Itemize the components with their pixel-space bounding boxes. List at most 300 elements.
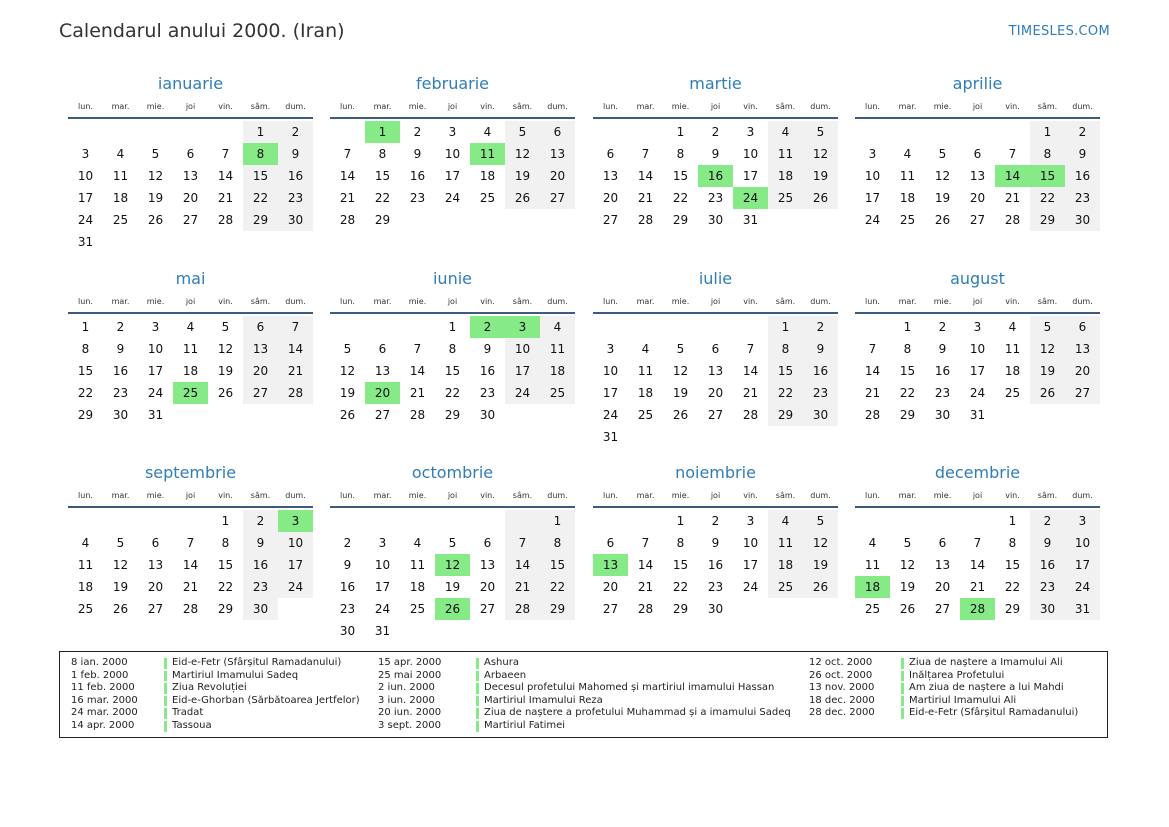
day-cell: 8	[448, 342, 457, 356]
month-title: noiembrie	[675, 463, 756, 482]
weekday-label: sâm.	[1037, 297, 1058, 306]
weekday-header	[593, 295, 838, 309]
day-cell: 16	[1030, 554, 1065, 576]
weekday-label: vin.	[218, 491, 233, 500]
day-cell: 1	[768, 316, 803, 338]
weekday-label: joi	[972, 102, 983, 111]
day-cell: 27	[969, 213, 986, 227]
weekday-label: mar.	[898, 297, 917, 306]
day-cell: 15	[768, 360, 803, 382]
day-cell: 1	[540, 510, 575, 532]
day-cell: 17	[742, 558, 759, 572]
legend-holiday-name: Ashura	[484, 657, 519, 668]
day-cell: 11	[409, 558, 426, 572]
empty-cell	[400, 316, 435, 338]
weekday-label: vin.	[480, 491, 495, 500]
legend-date: 24 mar. 2000	[71, 707, 138, 719]
month-title: decembrie	[934, 463, 1021, 482]
day-cell: 11	[768, 143, 803, 165]
day-grid	[330, 316, 575, 426]
day-cell: 2	[803, 316, 838, 338]
empty-cell	[733, 316, 768, 338]
legend-holiday-name: Eid-e-Fetr (Sfârșitul Ramadanului)	[172, 657, 342, 668]
day-cell: 30	[1030, 598, 1065, 620]
day-cell: 28	[742, 408, 759, 422]
holiday-day-cell: 14	[995, 165, 1030, 187]
day-cell: 29	[540, 598, 575, 620]
day-cell: 3	[973, 320, 982, 334]
day-cell: 10	[742, 536, 759, 550]
day-cell: 30	[707, 213, 724, 227]
day-cell: 23	[707, 580, 724, 594]
day-cell: 27	[707, 408, 724, 422]
weekday-label: lun.	[78, 102, 93, 111]
day-cell: 12	[505, 143, 540, 165]
day-cell: 19	[339, 386, 356, 400]
month-title: octombrie	[411, 463, 494, 482]
day-cell: 3	[868, 147, 877, 161]
day-grid	[593, 316, 838, 448]
holiday-color-marker	[901, 708, 904, 719]
day-cell: 22	[540, 576, 575, 598]
empty-cell	[925, 121, 960, 143]
day-cell: 4	[483, 125, 492, 139]
empty-cell	[278, 598, 313, 620]
day-cell: 19	[672, 386, 689, 400]
day-cell: 23	[479, 386, 496, 400]
legend-date: 16 mar. 2000	[71, 694, 138, 706]
day-cell: 23	[409, 191, 426, 205]
day-cell: 17	[864, 191, 881, 205]
holiday-day-cell: 28	[960, 598, 995, 620]
day-cell: 4	[768, 121, 803, 143]
day-cell: 13	[707, 364, 724, 378]
day-cell: 30	[934, 408, 951, 422]
day-cell: 31	[147, 408, 164, 422]
empty-cell	[470, 510, 505, 532]
empty-cell	[400, 510, 435, 532]
day-cell: 22	[672, 191, 689, 205]
day-cell: 4	[1008, 320, 1017, 334]
day-cell: 18	[768, 165, 803, 187]
day-cell: 15	[1004, 558, 1021, 572]
empty-cell	[208, 404, 243, 426]
weekday-header	[330, 100, 575, 114]
day-cell: 10	[969, 342, 986, 356]
day-cell: 30	[479, 408, 496, 422]
day-cell: 16	[409, 169, 426, 183]
legend-holiday-name: Tassoua	[172, 719, 212, 731]
holiday-day-cell: 15	[1030, 165, 1065, 187]
day-cell: 1	[448, 320, 457, 334]
day-cell: 19	[217, 364, 234, 378]
day-cell: 2	[278, 121, 313, 143]
weekday-label: mar.	[636, 102, 655, 111]
empty-cell	[365, 510, 400, 532]
day-cell: 7	[973, 536, 982, 550]
day-cell: 26	[339, 408, 356, 422]
day-cell: 4	[413, 536, 422, 550]
day-cell: 7	[1008, 147, 1017, 161]
month-martie	[593, 73, 838, 231]
weekday-label: vin.	[1005, 491, 1020, 500]
legend-holiday-name: Ziua de naștere a profetului Muhammad și a imamului Sadeq	[484, 707, 791, 719]
weekday-header	[330, 295, 575, 309]
empty-cell	[663, 316, 698, 338]
day-cell: 15	[444, 364, 461, 378]
day-cell: 22	[77, 386, 94, 400]
empty-cell	[995, 404, 1030, 426]
day-cell: 31	[374, 624, 391, 638]
empty-cell	[628, 426, 663, 448]
day-cell: 27	[602, 213, 619, 227]
weekday-label: sâm.	[775, 491, 796, 500]
day-cell: 6	[1065, 316, 1100, 338]
day-cell: 21	[637, 191, 654, 205]
empty-cell	[505, 510, 540, 532]
weekday-label: joi	[972, 491, 983, 500]
empty-cell	[243, 231, 278, 253]
day-cell: 22	[768, 382, 803, 404]
day-cell: 11	[77, 558, 94, 572]
day-cell: 14	[339, 169, 356, 183]
holiday-day-cell: 3	[505, 316, 540, 338]
day-cell: 30	[339, 624, 356, 638]
month-august	[855, 268, 1100, 426]
day-cell: 16	[339, 580, 356, 594]
empty-cell	[103, 121, 138, 143]
day-grid	[68, 121, 313, 253]
weekday-label: dum.	[285, 297, 306, 306]
day-cell: 10	[444, 147, 461, 161]
day-cell: 31	[1065, 598, 1100, 620]
weekday-label: mar.	[111, 102, 130, 111]
legend-date: 18 dec. 2000	[809, 694, 875, 706]
weekday-label: vin.	[743, 297, 758, 306]
empty-cell	[593, 121, 628, 143]
empty-cell	[470, 620, 505, 642]
weekday-label: lun.	[340, 491, 355, 500]
day-cell: 9	[243, 532, 278, 554]
day-cell: 19	[1030, 360, 1065, 382]
weekday-label: dum.	[1072, 297, 1093, 306]
empty-cell	[890, 510, 925, 532]
day-cell: 8	[221, 536, 230, 550]
day-cell: 25	[864, 602, 881, 616]
site-logo-link[interactable]: TIMESLES.COM	[1008, 24, 1110, 39]
weekday-label: lun.	[865, 491, 880, 500]
weekday-label: vin.	[218, 297, 233, 306]
day-cell: 27	[540, 187, 575, 209]
day-grid	[68, 316, 313, 426]
day-cell: 25	[1004, 386, 1021, 400]
day-cell: 14	[182, 558, 199, 572]
empty-cell	[768, 209, 803, 231]
day-cell: 1	[81, 320, 90, 334]
day-cell: 16	[1065, 165, 1100, 187]
day-cell: 5	[803, 510, 838, 532]
day-cell: 12	[803, 143, 838, 165]
day-cell: 13	[540, 143, 575, 165]
day-cell: 6	[151, 536, 160, 550]
empty-cell	[505, 209, 540, 231]
empty-cell	[1065, 404, 1100, 426]
legend-col2-dates	[378, 657, 441, 733]
day-cell: 5	[676, 342, 685, 356]
weekday-label: lun.	[78, 491, 93, 500]
day-cell: 1	[1008, 514, 1017, 528]
day-cell: 17	[147, 364, 164, 378]
weekday-label: dum.	[285, 102, 306, 111]
weekday-label: vin.	[743, 491, 758, 500]
day-cell: 24	[147, 386, 164, 400]
day-cell: 15	[77, 364, 94, 378]
day-cell: 10	[864, 169, 881, 183]
day-cell: 19	[505, 165, 540, 187]
day-cell: 8	[1008, 536, 1017, 550]
holiday-color-marker	[164, 658, 167, 669]
day-cell: 6	[186, 147, 195, 161]
day-cell: 3	[81, 147, 90, 161]
holiday-day-cell: 8	[243, 143, 278, 165]
day-cell: 10	[602, 364, 619, 378]
weekday-label: sâm.	[512, 102, 533, 111]
legend-holiday-name: Martiriul Imamului Sadeq	[172, 669, 299, 681]
day-cell: 28	[339, 213, 356, 227]
weekday-label: lun.	[865, 297, 880, 306]
day-cell: 17	[505, 360, 540, 382]
weekday-label: lun.	[603, 491, 618, 500]
day-cell: 25	[77, 602, 94, 616]
day-cell: 6	[606, 147, 615, 161]
weekday-header	[68, 295, 313, 309]
day-cell: 15	[672, 169, 689, 183]
legend-holiday-name: Martiriul Imamului Ali	[909, 694, 1017, 706]
day-grid	[855, 316, 1100, 426]
empty-cell	[505, 620, 540, 642]
month-title: ianuarie	[157, 74, 224, 93]
day-cell: 25	[768, 576, 803, 598]
holiday-day-cell: 24	[733, 187, 768, 209]
legend-col1-names	[172, 657, 360, 733]
day-cell: 19	[803, 554, 838, 576]
weekday-label: lun.	[340, 102, 355, 111]
holiday-color-marker	[901, 671, 904, 682]
day-cell: 24	[602, 408, 619, 422]
empty-cell	[768, 598, 803, 620]
weekday-label: mar.	[111, 491, 130, 500]
holiday-day-cell: 18	[855, 576, 890, 598]
page-title: Calendarul anului 2000. (Iran)	[59, 20, 345, 42]
header-divider	[68, 117, 313, 119]
weekday-label: joi	[447, 297, 458, 306]
weekday-label: dum.	[547, 297, 568, 306]
day-cell: 11	[637, 364, 654, 378]
empty-cell	[960, 510, 995, 532]
weekday-header	[593, 489, 838, 503]
day-cell: 10	[1065, 532, 1100, 554]
holiday-day-cell: 26	[435, 598, 470, 620]
day-cell: 14	[637, 558, 654, 572]
day-cell: 5	[938, 147, 947, 161]
day-cell: 8	[903, 342, 912, 356]
day-cell: 9	[1065, 143, 1100, 165]
weekday-label: joi	[710, 102, 721, 111]
day-cell: 3	[1065, 510, 1100, 532]
day-cell: 18	[899, 191, 916, 205]
legend-col2-names	[484, 657, 791, 733]
day-cell: 24	[969, 386, 986, 400]
legend-date: 12 oct. 2000	[809, 657, 873, 668]
empty-cell	[628, 510, 663, 532]
month-title: martie	[689, 74, 742, 93]
legend-date: 3 iun. 2000	[378, 694, 435, 706]
day-cell: 9	[278, 143, 313, 165]
day-cell: 22	[899, 386, 916, 400]
empty-cell	[803, 209, 838, 231]
day-cell: 20	[969, 191, 986, 205]
day-cell: 3	[151, 320, 160, 334]
holiday-day-cell: 3	[278, 510, 313, 532]
day-cell: 17	[602, 386, 619, 400]
empty-cell	[628, 316, 663, 338]
day-cell: 12	[112, 558, 129, 572]
day-cell: 14	[864, 364, 881, 378]
weekday-label: mie.	[146, 491, 165, 500]
day-cell: 11	[540, 338, 575, 360]
legend-col1-dates	[71, 657, 138, 733]
header-divider	[68, 312, 313, 314]
day-cell: 22	[374, 191, 391, 205]
weekday-label: vin.	[743, 102, 758, 111]
day-cell: 20	[707, 386, 724, 400]
empty-cell	[733, 598, 768, 620]
holiday-color-marker	[901, 658, 904, 669]
day-cell: 5	[151, 147, 160, 161]
day-cell: 20	[147, 580, 164, 594]
day-cell: 2	[413, 125, 422, 139]
weekday-label: mie.	[933, 491, 952, 500]
day-cell: 30	[278, 209, 313, 231]
day-cell: 14	[637, 169, 654, 183]
day-cell: 26	[112, 602, 129, 616]
day-cell: 27	[1065, 382, 1100, 404]
holiday-color-marker	[476, 683, 479, 694]
day-cell: 7	[505, 532, 540, 554]
legend-holiday-name: Tradat	[172, 707, 204, 719]
holiday-day-cell: 16	[698, 165, 733, 187]
day-cell: 25	[479, 191, 496, 205]
legend-col3-dates	[809, 657, 875, 720]
holiday-day-cell: 13	[593, 554, 628, 576]
weekday-label: joi	[447, 102, 458, 111]
weekday-label: mar.	[636, 491, 655, 500]
weekday-label: dum.	[810, 297, 831, 306]
day-cell: 1	[676, 125, 685, 139]
day-cell: 5	[803, 121, 838, 143]
day-cell: 29	[243, 209, 278, 231]
day-cell: 26	[803, 187, 838, 209]
month-title: aprilie	[952, 74, 1003, 93]
month-title: iulie	[698, 269, 733, 288]
weekday-label: mar.	[898, 491, 917, 500]
header-divider	[593, 506, 838, 508]
empty-cell	[768, 426, 803, 448]
month-octombrie	[330, 462, 575, 642]
empty-cell	[68, 121, 103, 143]
day-cell: 4	[868, 536, 877, 550]
day-cell: 30	[707, 602, 724, 616]
holiday-color-marker	[164, 683, 167, 694]
day-cell: 25	[899, 213, 916, 227]
empty-cell	[470, 209, 505, 231]
day-cell: 20	[540, 165, 575, 187]
day-cell: 28	[409, 408, 426, 422]
day-cell: 25	[540, 382, 575, 404]
legend-holiday-name: Ziua Revoluției	[172, 682, 247, 694]
weekday-label: joi	[185, 297, 196, 306]
day-cell: 19	[112, 580, 129, 594]
weekday-header	[330, 489, 575, 503]
empty-cell	[925, 510, 960, 532]
weekday-label: sâm.	[775, 297, 796, 306]
day-cell: 23	[339, 602, 356, 616]
empty-cell	[663, 426, 698, 448]
day-cell: 13	[147, 558, 164, 572]
weekday-label: mie.	[408, 491, 427, 500]
day-cell: 17	[278, 554, 313, 576]
day-cell: 18	[112, 191, 129, 205]
day-cell: 8	[1030, 143, 1065, 165]
weekday-label: mie.	[671, 491, 690, 500]
day-cell: 26	[1030, 382, 1065, 404]
day-cell: 11	[182, 342, 199, 356]
weekday-label: mar.	[373, 102, 392, 111]
empty-cell	[698, 316, 733, 338]
day-cell: 10	[742, 147, 759, 161]
day-cell: 18	[479, 169, 496, 183]
day-cell: 28	[637, 602, 654, 616]
day-cell: 7	[278, 316, 313, 338]
day-grid	[855, 510, 1100, 620]
empty-cell	[855, 316, 890, 338]
day-cell: 21	[637, 580, 654, 594]
day-cell: 12	[339, 364, 356, 378]
empty-cell	[540, 404, 575, 426]
day-cell: 15	[540, 554, 575, 576]
holiday-color-marker	[901, 696, 904, 707]
legend-date: 14 apr. 2000	[71, 719, 135, 731]
day-cell: 6	[711, 342, 720, 356]
legend-holiday-name: Martiriul Imamului Reza	[484, 694, 603, 706]
empty-cell	[365, 316, 400, 338]
empty-cell	[890, 121, 925, 143]
day-cell: 20	[602, 191, 619, 205]
day-cell: 11	[1004, 342, 1021, 356]
day-cell: 23	[803, 382, 838, 404]
weekday-label: dum.	[1072, 491, 1093, 500]
day-cell: 13	[1065, 338, 1100, 360]
day-cell: 17	[1065, 554, 1100, 576]
weekday-label: mie.	[146, 102, 165, 111]
weekday-label: dum.	[547, 102, 568, 111]
day-cell: 27	[374, 408, 391, 422]
day-cell: 27	[934, 602, 951, 616]
empty-cell	[68, 510, 103, 532]
weekday-label: lun.	[603, 102, 618, 111]
day-cell: 28	[505, 598, 540, 620]
day-cell: 24	[742, 580, 759, 594]
